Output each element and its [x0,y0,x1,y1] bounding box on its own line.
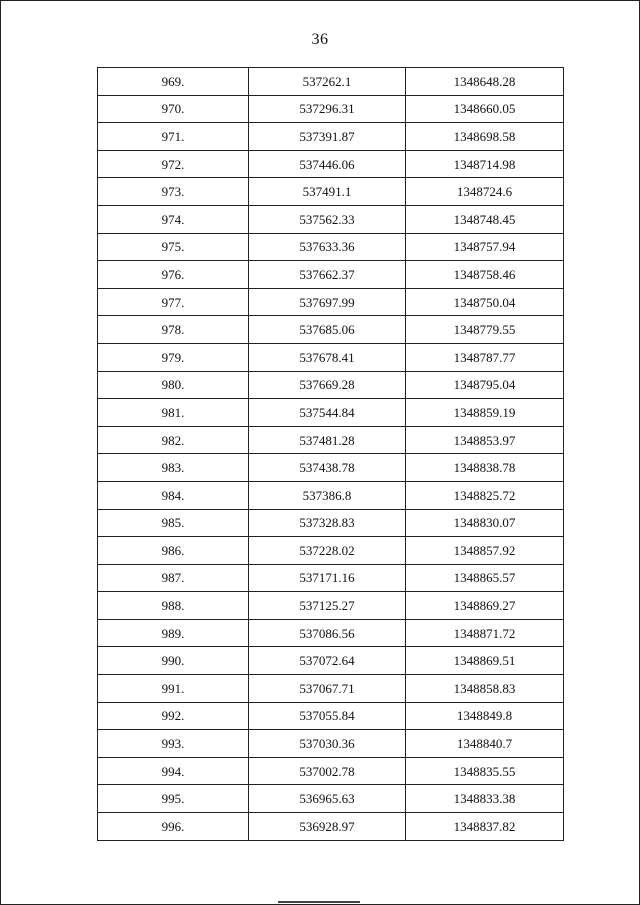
y-coordinate-cell: 1348857.92 [406,537,564,565]
table-row [98,399,564,427]
point-number-cell: 985. [98,509,249,537]
point-number-cell: 995. [98,785,249,813]
table-row [98,343,564,371]
x-coordinate-cell: 537678.41 [249,343,406,371]
table-row [98,205,564,233]
point-number-cell: 980. [98,371,249,399]
table-row [98,647,564,675]
x-coordinate-cell: 537481.28 [249,426,406,454]
y-coordinate-cell: 1348835.55 [406,757,564,785]
x-coordinate-cell: 537067.71 [249,675,406,703]
table-row [98,537,564,565]
y-coordinate-cell: 1348825.72 [406,481,564,509]
x-coordinate-cell: 537086.56 [249,619,406,647]
x-coordinate-cell: 537685.06 [249,316,406,344]
table-row [98,592,564,620]
table-row [98,675,564,703]
x-coordinate-cell: 537662.37 [249,261,406,289]
point-number-cell: 986. [98,537,249,565]
x-coordinate-cell: 537669.28 [249,371,406,399]
x-coordinate-cell: 537697.99 [249,288,406,316]
point-number-cell: 977. [98,288,249,316]
scan-mark [278,901,360,903]
point-number-cell: 979. [98,343,249,371]
x-coordinate-cell: 537125.27 [249,592,406,620]
table-row [98,150,564,178]
y-coordinate-cell: 1348859.19 [406,399,564,427]
x-coordinate-cell: 537438.78 [249,454,406,482]
x-coordinate-cell: 537562.33 [249,205,406,233]
y-coordinate-cell: 1348833.38 [406,785,564,813]
table-row [98,233,564,261]
y-coordinate-cell: 1348869.27 [406,592,564,620]
y-coordinate-cell: 1348757.94 [406,233,564,261]
table-row [98,785,564,813]
y-coordinate-cell: 1348830.07 [406,509,564,537]
x-coordinate-cell: 537391.87 [249,123,406,151]
x-coordinate-cell: 537228.02 [249,537,406,565]
table-row [98,426,564,454]
y-coordinate-cell: 1348853.97 [406,426,564,454]
table-row [98,730,564,758]
y-coordinate-cell: 1348787.77 [406,343,564,371]
y-coordinate-cell: 1348748.45 [406,205,564,233]
table-row [98,481,564,509]
point-number-cell: 992. [98,702,249,730]
table-row [98,68,564,96]
table-row [98,454,564,482]
x-coordinate-cell: 537262.1 [249,68,406,96]
table-row [98,178,564,206]
x-coordinate-cell: 537072.64 [249,647,406,675]
table-row [98,261,564,289]
point-number-cell: 982. [98,426,249,454]
x-coordinate-cell: 537002.78 [249,757,406,785]
x-coordinate-cell: 537055.84 [249,702,406,730]
point-number-cell: 970. [98,95,249,123]
y-coordinate-cell: 1348724.6 [406,178,564,206]
point-number-cell: 975. [98,233,249,261]
point-number-cell: 991. [98,675,249,703]
table-row [98,619,564,647]
point-number-cell: 993. [98,730,249,758]
point-number-cell: 978. [98,316,249,344]
x-coordinate-cell: 536965.63 [249,785,406,813]
x-coordinate-cell: 537544.84 [249,399,406,427]
y-coordinate-cell: 1348714.98 [406,150,564,178]
point-number-cell: 983. [98,454,249,482]
y-coordinate-cell: 1348750.04 [406,288,564,316]
table-row [98,757,564,785]
coordinates-table-body [98,68,564,841]
x-coordinate-cell: 537030.36 [249,730,406,758]
y-coordinate-cell: 1348660.05 [406,95,564,123]
x-coordinate-cell: 537446.06 [249,150,406,178]
y-coordinate-cell: 1348858.83 [406,675,564,703]
point-number-cell: 972. [98,150,249,178]
point-number-cell: 988. [98,592,249,620]
y-coordinate-cell: 1348865.57 [406,564,564,592]
table-row [98,702,564,730]
point-number-cell: 996. [98,813,249,841]
point-number-cell: 987. [98,564,249,592]
point-number-cell: 976. [98,261,249,289]
y-coordinate-cell: 1348795.04 [406,371,564,399]
y-coordinate-cell: 1348869.51 [406,647,564,675]
point-number-cell: 973. [98,178,249,206]
table-row [98,288,564,316]
table-row [98,316,564,344]
point-number-cell: 989. [98,619,249,647]
y-coordinate-cell: 1348838.78 [406,454,564,482]
point-number-cell: 990. [98,647,249,675]
coordinates-table [97,67,564,841]
y-coordinate-cell: 1348840.7 [406,730,564,758]
y-coordinate-cell: 1348758.46 [406,261,564,289]
x-coordinate-cell: 537296.31 [249,95,406,123]
point-number-cell: 994. [98,757,249,785]
point-number-cell: 969. [98,68,249,96]
table-row [98,509,564,537]
page-number: 36 [311,31,329,48]
table-row [98,123,564,151]
y-coordinate-cell: 1348871.72 [406,619,564,647]
y-coordinate-cell: 1348648.28 [406,68,564,96]
point-number-cell: 974. [98,205,249,233]
table-row [98,371,564,399]
x-coordinate-cell: 537171.16 [249,564,406,592]
y-coordinate-cell: 1348837.82 [406,813,564,841]
y-coordinate-cell: 1348698.58 [406,123,564,151]
x-coordinate-cell: 537491.1 [249,178,406,206]
table-row [98,813,564,841]
table-row [98,564,564,592]
y-coordinate-cell: 1348849.8 [406,702,564,730]
x-coordinate-cell: 537328.83 [249,509,406,537]
x-coordinate-cell: 537386.8 [249,481,406,509]
x-coordinate-cell: 536928.97 [249,813,406,841]
x-coordinate-cell: 537633.36 [249,233,406,261]
y-coordinate-cell: 1348779.55 [406,316,564,344]
point-number-cell: 971. [98,123,249,151]
point-number-cell: 984. [98,481,249,509]
point-number-cell: 981. [98,399,249,427]
table-row [98,95,564,123]
